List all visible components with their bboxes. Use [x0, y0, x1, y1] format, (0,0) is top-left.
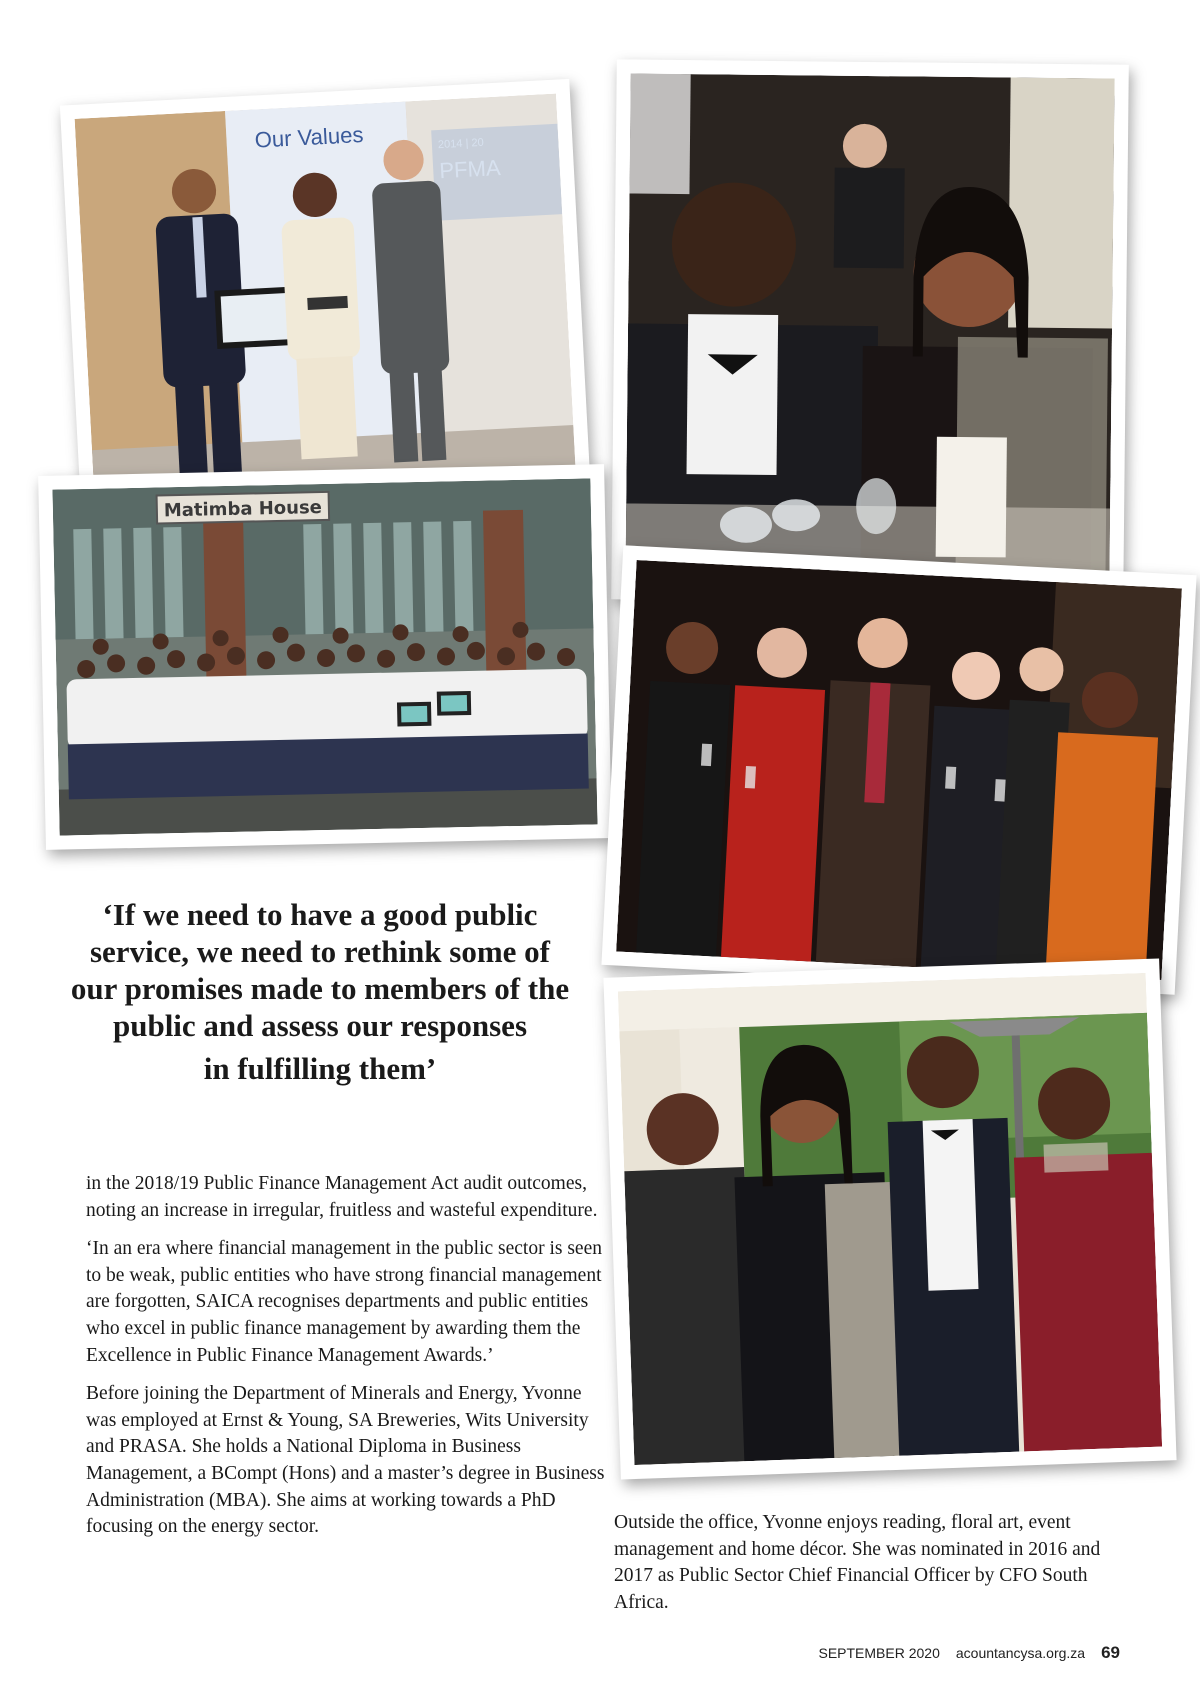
building-sign: Matimba House — [163, 497, 323, 522]
site-url: acountancysa.org.za — [955, 1645, 1086, 1661]
evening-group-photo — [601, 545, 1196, 994]
page-footer — [818, 1643, 1120, 1663]
evening-group-photo-image — [616, 560, 1182, 980]
pull-quote — [70, 896, 570, 1087]
right-column — [614, 1510, 1134, 1628]
left-column — [86, 1171, 606, 1553]
dinner-photo — [611, 59, 1129, 604]
award-photo-image — [75, 94, 576, 491]
award-photo — [60, 79, 590, 505]
page-number: 69 — [1101, 1643, 1120, 1662]
outdoor-group-photo — [603, 958, 1176, 1479]
dinner-photo-image — [625, 73, 1114, 590]
building-group-photo-image — [52, 478, 597, 835]
pull-quote-end: in fulfilling them’ — [203, 1051, 437, 1086]
poster-corner: 2014 | 20 — [437, 136, 485, 152]
building-group-photo — [38, 464, 612, 850]
paragraph: Before joining the Department of Minerals and Energy, Yvonne was employed at Ernst & Young, SA Breweries, Wits University and PRASA. She holds a National Diploma in Business Management, a BCompt (Hons) and a master’s degree in Business Administration (MBA). She aims at working towards a PhD focusing on the energy sector. — [86, 1383, 605, 1538]
paragraph: ‘In an era where financial management in the public sector is seen to be weak, public entities who have strong financial management are forgotten, SAICA recognises departments and public entities who excel in public finance management by awarding them the Excellence in Public Finance Management Awards.’ — [86, 1238, 602, 1366]
issue-date: SEPTEMBER 2020 — [818, 1645, 940, 1661]
paragraph: in the 2018/19 Public Finance Management Act audit outcomes, noting an increase in irregular, fruitless and wasteful expenditure. — [86, 1173, 598, 1221]
poster-heading: Our Values — [254, 121, 365, 153]
paragraph: Outside the office, Yvonne enjoys reading, floral art, event management and home décor. She was nominated in 2016 and 2017 as Public Sector Chief Financial Officer by CFO South Africa. — [614, 1512, 1101, 1613]
outdoor-group-photo-image — [618, 973, 1162, 1465]
pull-quote-main: ‘If we need to have a good public service, we need to rethink some of our promises made to members of the public and assess our responses — [70, 897, 570, 1043]
poster-code: PFMA — [438, 155, 502, 184]
